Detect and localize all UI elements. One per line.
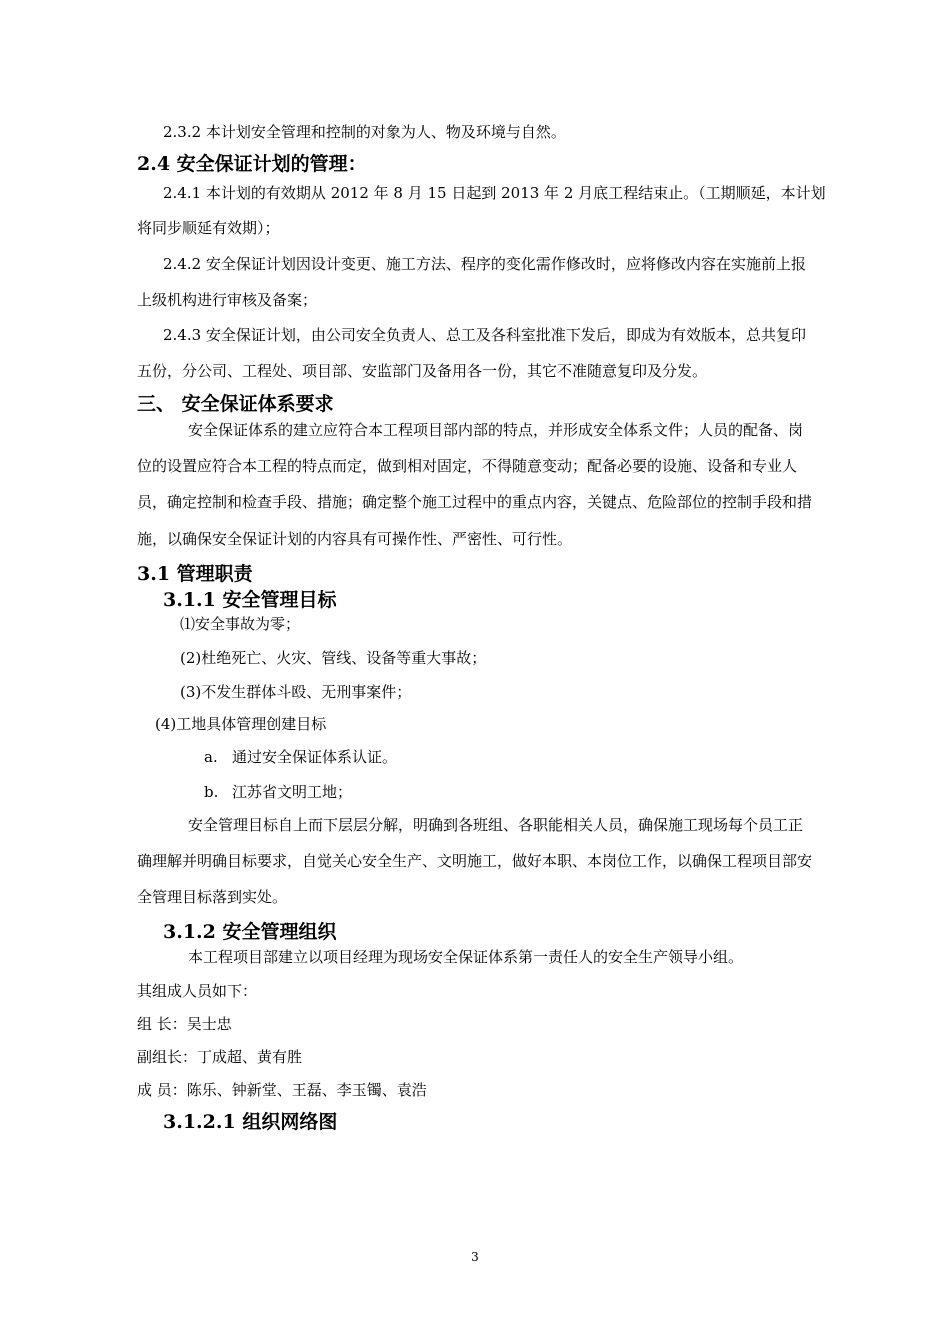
page-number: 3	[471, 1250, 479, 1264]
text-line: 五份，分公司、工程处、项目部、安监部门及备用各一份，其它不准随意复印及分发。	[137, 362, 708, 380]
list-item: (3)不发生群体斗殴、无刑事案件；	[180, 683, 412, 701]
section-heading: 2.4 安全保证计划的管理：	[137, 153, 367, 175]
text-line: 施，以确保安全保证计划的内容具有可操作性、严密性、可行性。	[137, 530, 573, 548]
text-line: 2.3.2 本计划安全管理和控制的对象为人、物及环境与自然。	[163, 123, 566, 141]
chapter-heading: 三、 安全保证体系要求	[137, 393, 334, 415]
member-line: 成 员：陈乐、钟新堂、王磊、李玉镯、袁浩	[137, 1081, 427, 1099]
member-line: 副组长：丁成超、黄有胜	[137, 1048, 303, 1066]
text-span: 2.4.1 本计划的有效期从 2012 年 8 月 15 日起到 2013 年 2 月底工程结束止。（工期顺延，本计划	[163, 184, 826, 202]
text-line: 上级机构进行审核及备案；	[137, 291, 318, 309]
list-item: 通过安全保证体系认证。	[232, 748, 398, 766]
text-line: 其组成人员如下：	[137, 982, 258, 1000]
text-line: 2.4.2 安全保证计划因设计变更、施工方法、程序的变化需作修改时，应将修改内容在实施前上报	[163, 255, 806, 273]
subsection-heading: 3.1.2.1 组织网络图	[163, 1111, 338, 1133]
list-item: ⑴安全事故为零；	[180, 615, 301, 633]
text-line: 位的设置应符合本工程的特点而定，做到相对固定，不得随意变动；配备必要的设施、设备和专业人	[137, 457, 798, 475]
text-line	[137, 183, 859, 203]
list-marker: b.	[204, 783, 219, 801]
list-item: (4)工地具体管理创建目标	[155, 715, 327, 733]
text-line: 全管理目标落到实处。	[137, 888, 288, 906]
list-marker: a.	[204, 748, 218, 766]
text-line: 安全管理目标自上而下层层分解，明确到各班组、各职能相关人员，确保施工现场每个员工正	[188, 816, 804, 834]
text-line: 本工程项目部建立以项目经理为现场安全保证体系第一责任人的安全生产领导小组。	[188, 948, 744, 966]
text-line: 2.4.3 安全保证计划，由公司安全负责人、总工及各科室批准下发后，即成为有效版本，总共复印	[163, 326, 806, 344]
text-line: 确理解并明确目标要求，自觉关心安全生产、文明施工，做好本职、本岗位工作，以确保工程项目部安	[137, 852, 813, 870]
text-line: 将同步顺延有效期）；	[137, 219, 280, 237]
text-line: 安全保证体系的建立应符合本工程项目部内部的特点，并形成安全体系文件；人员的配备、岗	[188, 421, 804, 439]
subsection-heading: 3.1.1 安全管理目标	[163, 589, 337, 611]
text-line: 员，确定控制和检查手段、措施；确定整个施工过程中的重点内容，关键点、危险部位的控制手段和措	[137, 493, 813, 511]
list-item: (2)杜绝死亡、火灾、管线、设备等重大事故；	[180, 649, 487, 667]
list-item: 江苏省文明工地；	[232, 783, 353, 801]
member-line: 组 长：吴士忠	[137, 1015, 232, 1033]
section-heading: 3.1 管理职责	[137, 563, 253, 585]
subsection-heading: 3.1.2 安全管理组织	[163, 921, 337, 943]
